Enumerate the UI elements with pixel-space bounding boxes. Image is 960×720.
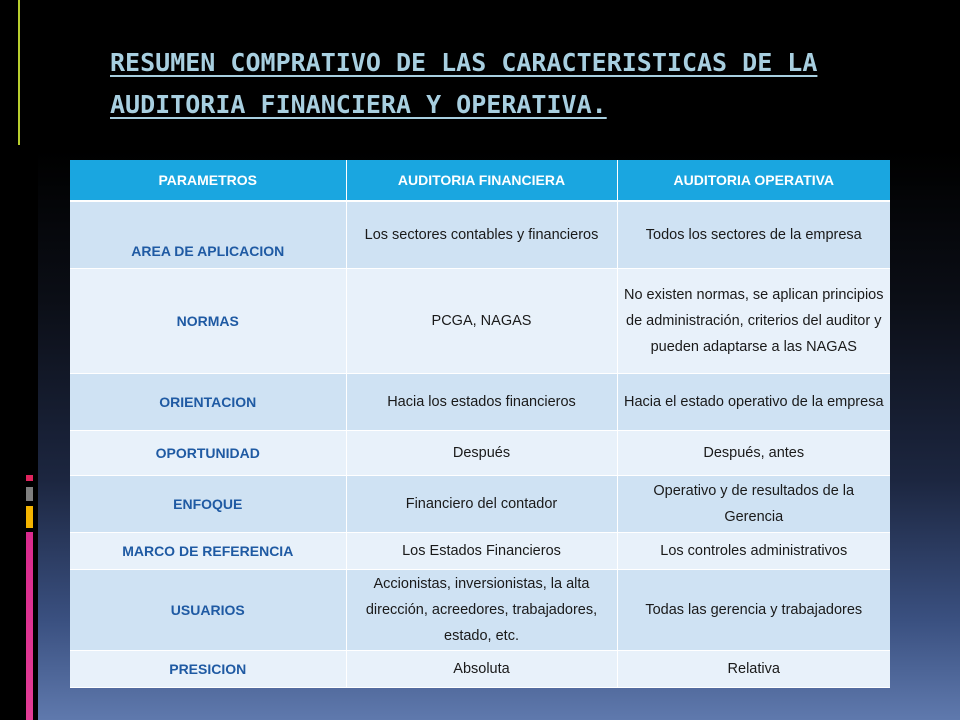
operativa-cell: Todos los sectores de la empresa: [617, 201, 890, 269]
financiera-cell: PCGA, NAGAS: [346, 269, 617, 374]
param-cell: ORIENTACION: [70, 374, 346, 431]
operativa-cell: Después, antes: [617, 431, 890, 476]
financiera-cell: Financiero del contador: [346, 476, 617, 533]
param-cell: PRESICION: [70, 651, 346, 688]
financiera-cell: Accionistas, inversionistas, la alta dirección, acreedores, trabajadores, estado, etc.: [346, 570, 617, 651]
table-row: [70, 533, 890, 570]
header-auditoria-financiera: AUDITORIA FINANCIERA: [346, 160, 617, 201]
param-cell: USUARIOS: [70, 570, 346, 651]
financiera-cell: Absoluta: [346, 651, 617, 688]
param-cell: OPORTUNIDAD: [70, 431, 346, 476]
operativa-cell: Todas las gerencia y trabajadores: [617, 570, 890, 651]
financiera-cell: Los sectores contables y financieros: [346, 201, 617, 269]
param-cell: NORMAS: [70, 269, 346, 374]
table-row: [70, 269, 890, 374]
accent-block-gray: [26, 487, 33, 501]
accent-stripe-pink: [26, 532, 33, 720]
table-row: [70, 374, 890, 431]
param-cell: AREA DE APLICACION: [70, 201, 346, 269]
operativa-cell: Hacia el estado operativo de la empresa: [617, 374, 890, 431]
header-parametros: PARAMETROS: [70, 160, 346, 201]
param-cell: ENFOQUE: [70, 476, 346, 533]
operativa-cell: No existen normas, se aplican principios de administración, criterios del auditor y pueden adaptarse a las NAGAS: [617, 269, 890, 374]
accent-block-red: [26, 475, 33, 481]
operativa-cell: Relativa: [617, 651, 890, 688]
param-cell: MARCO DE REFERENCIA: [70, 533, 346, 570]
financiera-cell: Después: [346, 431, 617, 476]
table-header-row: [70, 160, 890, 201]
financiera-cell: Los Estados Financieros: [346, 533, 617, 570]
slide-title: RESUMEN COMPRATIVO DE LAS CARACTERISTICAS DE LA AUDITORIA FINANCIERA Y OPERATIVA.: [110, 48, 818, 119]
accent-stripe-green: [18, 0, 20, 145]
comparison-table: [70, 160, 890, 688]
table-row: [70, 570, 890, 651]
operativa-cell: Operativo y de resultados de la Gerencia: [617, 476, 890, 533]
table-row: [70, 476, 890, 533]
financiera-cell: Hacia los estados financieros: [346, 374, 617, 431]
table-row: [70, 651, 890, 688]
operativa-cell: Los controles administrativos: [617, 533, 890, 570]
accent-block-yellow: [26, 506, 33, 528]
table-row: [70, 431, 890, 476]
table-row: [70, 201, 890, 269]
header-auditoria-operativa: AUDITORIA OPERATIVA: [617, 160, 890, 201]
